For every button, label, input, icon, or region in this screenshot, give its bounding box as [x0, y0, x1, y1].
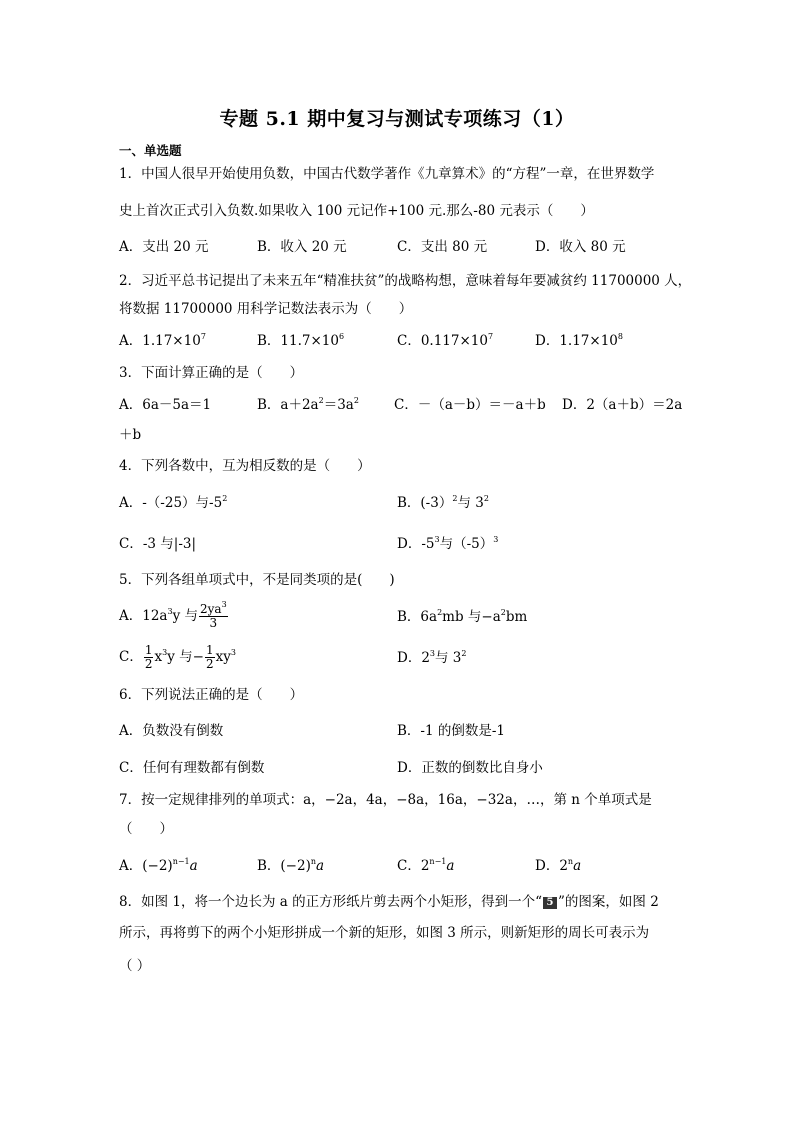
question-4-option-c: C．-3 与|-3| — [119, 536, 197, 552]
question-2-line-1: 2．习近平总书记提出了未来五年“精准扶贫”的战略构想，意味着每年要减贫约 11700000 人， — [119, 273, 692, 289]
question-3-option-a: A．6a－5a＝1 — [119, 397, 212, 413]
question-2-option-d: D．$1.17\times 10^8$ — [535, 332, 623, 349]
question-1-option-b: B．收入 20 元 — [257, 239, 347, 255]
question-3-option-c: C．－（a－b）＝－a＋b — [394, 397, 546, 413]
question-8-line-1: 8．如图 1，将一个边长为 a 的正方形纸片剪去两个小矩形，得到一个“ 5 ”的图案，如图 2 — [119, 894, 659, 910]
question-6-option-b: B．-1 的倒数是-1 — [397, 723, 506, 739]
question-6-option-d: D．正数的倒数比自身小 — [397, 760, 543, 776]
question-6-option-c: C．任何有理数都有倒数 — [119, 760, 265, 776]
question-7-option-b: B．$(-2)^na$ — [257, 857, 325, 874]
fraction: $\frac{1}{2}$ — [205, 643, 214, 671]
question-5-stem: 5．下列各组单项式中，不是同类项的是( ) — [119, 572, 395, 588]
question-2-option-c: C．$0.117\times 10^7$ — [397, 332, 494, 349]
question-5-option-b: B．$6a^2mb$ 与$-a^2bm$ — [397, 608, 528, 625]
question-5-option-c: C． $\frac{1}{2}$ $x^3y$ 与− $\frac{1}{2}$ $xy^3$ — [119, 643, 236, 671]
page-title: 专题 5.1 期中复习与测试专项练习（1） — [219, 108, 575, 130]
question-3-option-d: D．2（a＋b）＝2a — [562, 397, 683, 413]
question-6-stem: 6．下列说法正确的是（ ） — [119, 687, 304, 703]
question-7-option-d: D．2$^n$a — [535, 857, 582, 874]
section-heading: 一、单选题 — [119, 143, 182, 158]
question-5-option-d: D．$2^3$与 $3^2$ — [397, 649, 467, 666]
five-shape-icon: 5 — [543, 897, 557, 909]
question-3-option-b: B．$a+2a^2=3a^2$ — [257, 396, 359, 413]
question-3-stem: 3．下面计算正确的是（ ） — [119, 365, 304, 381]
question-1-option-c: C．支出 80 元 — [397, 239, 488, 255]
question-6-option-a: A．负数没有倒数 — [119, 723, 224, 739]
question-1-line-2: 史上首次正式引入负数.如果收入 100 元记作+100 元.那么-80 元表示（ ） — [119, 203, 594, 219]
question-1-option-d: D．收入 80 元 — [535, 239, 626, 255]
question-1-line-1: 1．中国人很早开始使用负数，中国古代数学著作《九章算术》的“方程”一章，在世界数学 — [119, 166, 655, 182]
question-4-option-d: D．$-5^3$与$(-5)^3$ — [397, 535, 499, 552]
fraction: $\frac{1}{2}$ — [144, 643, 153, 671]
question-5-option-a: A．$12a^3y$ 与 $\frac{2ya^3}{3}$ — [119, 600, 227, 630]
question-2-option-b: B．$11.7\times 10^6$ — [257, 332, 345, 349]
question-4-option-a: A．-（-25）与$-5^2$ — [119, 494, 228, 511]
question-2-option-a: A．$1.17\times 10^7$ — [119, 332, 206, 349]
question-3-option-d-continued: ＋b — [119, 427, 142, 443]
question-4-option-b: B．(-3）$^2$与 $3^2$ — [397, 494, 489, 511]
fraction: $\frac{2ya^3}{3}$ — [200, 600, 227, 630]
question-8-line-3: （ ） — [119, 958, 151, 974]
question-7-option-a: A．$(-2)^{n-1}a$ — [119, 857, 198, 874]
question-1-option-a: A．支出 20 元 — [119, 239, 209, 255]
question-7-line-2: （ ） — [119, 821, 173, 837]
question-8-line-2: 所示，再将剪下的两个小矩形拼成一个新的矩形，如图 3 所示，则新矩形的周长可表示为 — [119, 925, 650, 941]
question-7-line-1: 7．按一定规律排列的单项式：a，−2a，4a，−8a，16a，−32a，…，第 n 个单项式是 — [119, 792, 652, 808]
question-2-line-2: 将数据 11700000 用科学记数法表示为（ ） — [119, 301, 413, 317]
question-4-stem: 4．下列各数中，互为相反数的是（ ） — [119, 458, 371, 474]
question-7-option-c: C．$2^{n-1}a$ — [397, 857, 455, 874]
